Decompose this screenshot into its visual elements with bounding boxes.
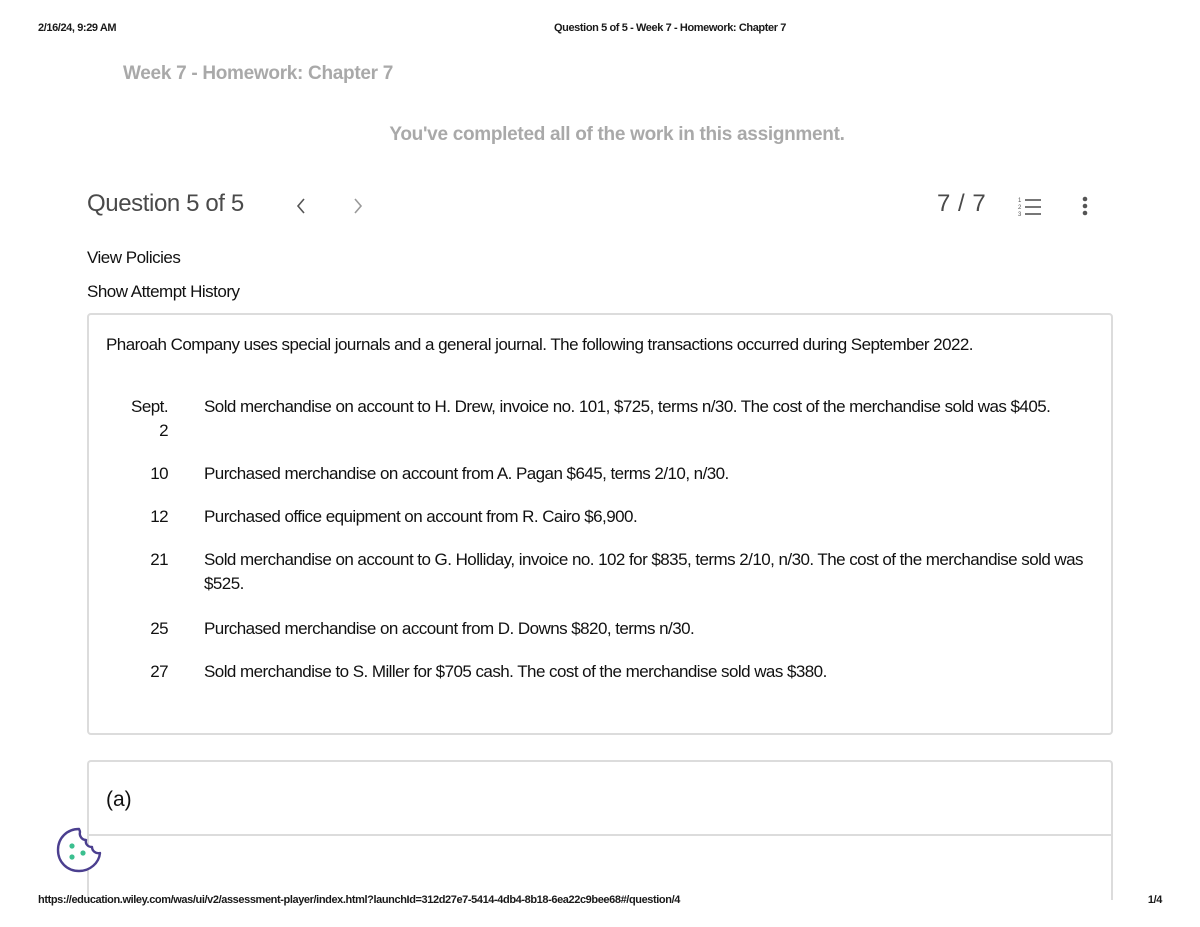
score: 7 / 7 [937,190,987,217]
previous-question-button[interactable] [291,192,311,220]
problem-intro: Pharoah Company uses special journals and a general journal. The following transactions occurred during September 2022. [106,335,973,354]
more-options-button[interactable] [1075,194,1095,220]
part-divider [89,834,1111,836]
transaction-text: Sold merchandise on account to G. Holliday, invoice no. 102 for $835, terms 2/10, n/30. The cost of the merchandise sold was $525. [204,550,1083,593]
transaction-text: Sold merchandise on account to H. Drew, invoice no. 101, $725, terms n/30. The cost of the merchandise sold was $405. [204,397,1051,416]
chevron-right-icon [352,197,364,215]
transaction-date: 12 [150,507,168,526]
print-page-number: 1/4 [1147,894,1162,906]
next-question-button[interactable] [348,192,368,220]
view-policies-link[interactable]: View Policies [87,248,181,267]
transaction-date: 21 [150,550,168,569]
transaction-text: Purchased merchandise on account from A. Pagan $645, terms 2/10, n/30. [204,464,729,483]
transaction-date: 25 [150,619,168,638]
transaction-date: 10 [150,464,168,483]
cookie-settings-button[interactable] [55,826,103,874]
question-label: Question 5 of 5 [87,190,244,217]
transaction-date: Sept. 2 [131,397,168,440]
print-date: 2/16/24, 9:29 AM [38,22,117,34]
part-a-box [87,760,1113,900]
problem-statement-box [87,313,1113,735]
print-title: Question 5 of 5 - Week 7 - Homework: Chapter 7 [553,22,786,34]
cookie-icon [55,826,103,874]
transaction-row [106,395,1096,443]
vertical-ellipsis-icon [1075,194,1095,220]
completed-banner: You've completed all of the work in this assignment. [389,124,845,145]
transaction-text: Purchased office equipment on account from R. Cairo $6,900. [204,507,638,526]
transaction-text: Purchased merchandise on account from D. Downs $820, terms n/30. [204,619,695,638]
svg-text:3: 3 [1018,212,1022,218]
assignment-title[interactable]: Week 7 - Homework: Chapter 7 [123,63,393,84]
question-list-button[interactable] [1017,194,1043,220]
svg-text:2: 2 [1018,205,1022,211]
part-label: (a) [106,788,132,811]
transaction-text: Sold merchandise to S. Miller for $705 cash. The cost of the merchandise sold was $380. [204,662,827,681]
transaction-date: 27 [150,662,168,681]
numbered-list-icon [1017,194,1043,220]
svg-text:1: 1 [1018,198,1022,204]
show-attempt-history-link[interactable]: Show Attempt History [87,282,240,301]
chevron-left-icon [295,197,307,215]
transaction-row [106,548,1096,596]
print-url: https://education.wiley.com/was/ui/v2/assessment-player/index.html?launchId=312d27e7-5414-4db4-8b18-6ea22c9bee68#/question/4 [38,894,680,906]
question-bar [87,190,1111,224]
